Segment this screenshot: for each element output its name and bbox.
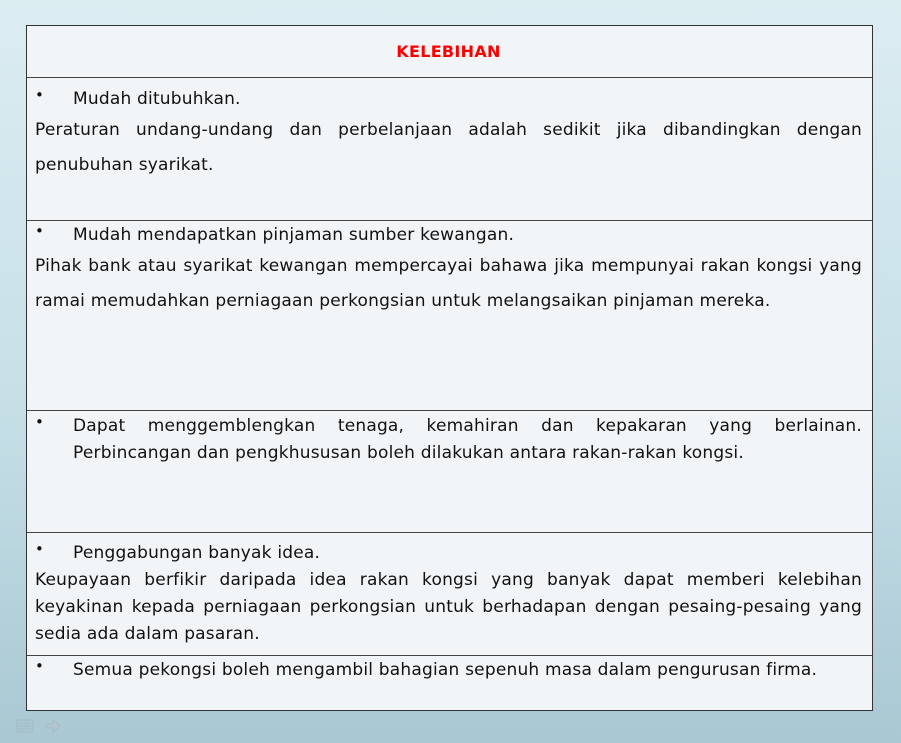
- bullet-marker: •: [35, 86, 45, 104]
- bullet-heading: Mudah mendapatkan pinjaman sumber kewangan.: [73, 225, 515, 245]
- bullet-marker: •: [35, 540, 45, 558]
- bullet-item: [35, 657, 862, 684]
- table-header: [27, 26, 872, 77]
- bullet-item: [35, 413, 862, 467]
- header-title: KELEBIHAN: [396, 42, 501, 61]
- bullet-item: [35, 540, 862, 567]
- row-description: Keupayaan berfikir daripada idea rakan kongsi yang banyak dapat memberi kelebihan keyakinan kepada perniagaan perkongsian untuk berhadapan dengan pesaing-pesaing yang sedia ada dalam pasaran.: [35, 570, 862, 644]
- row-description: Pihak bank atau syarikat kewangan mempercayai bahawa jika mempunyai rakan kongsi yang ramai memudahkan perniagaan perkongsian untuk melangsaikan pinjaman mereka.: [35, 256, 862, 311]
- bullet-heading: Penggabungan banyak idea.: [73, 543, 321, 563]
- next-arrow-icon[interactable]: [44, 718, 62, 734]
- bullet-marker: •: [35, 222, 45, 240]
- table-row: [27, 410, 872, 532]
- bullet-item: [35, 222, 862, 249]
- row-description: Peraturan undang-undang dan perbelanjaan adalah sedikit jika dibandingkan dengan penubuhan syarikat.: [35, 120, 862, 175]
- bullet-marker: •: [35, 413, 45, 431]
- bullet-marker: •: [35, 657, 45, 675]
- bullet-item: [35, 86, 862, 113]
- advantages-table: [26, 25, 873, 711]
- slide-nav: [16, 718, 62, 734]
- table-row: [27, 220, 872, 410]
- table-row: [27, 655, 872, 711]
- table-row: [27, 532, 872, 655]
- bullet-heading: Mudah ditubuhkan.: [73, 89, 241, 109]
- menu-icon[interactable]: [16, 718, 34, 734]
- bullet-heading: Semua pekongsi boleh mengambil bahagian sepenuh masa dalam pengurusan firma.: [73, 660, 818, 680]
- table-row: [27, 77, 872, 220]
- bullet-heading: Dapat menggemblengkan tenaga, kemahiran dan kepakaran yang berlainan. Perbincangan dan pengkhususan boleh dilakukan antara rakan-rakan kongsi.: [73, 416, 862, 463]
